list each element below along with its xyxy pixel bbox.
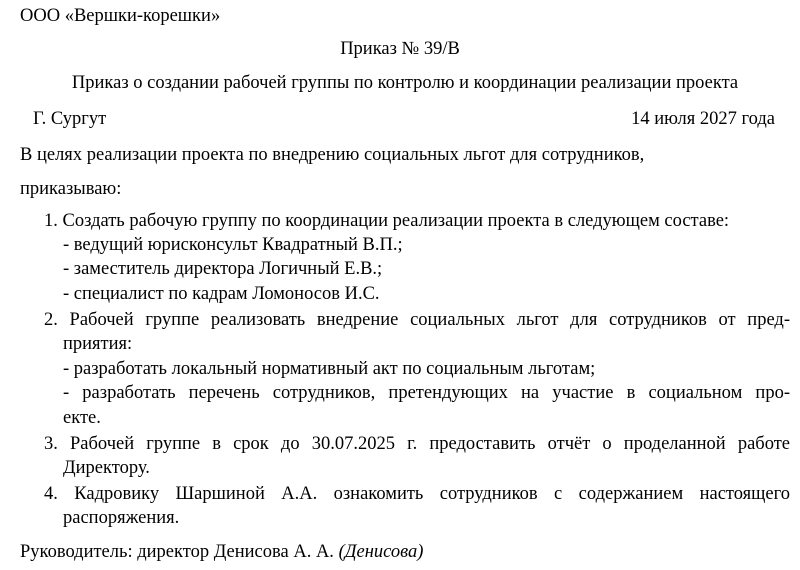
list-item-continuation: Директору. [63, 458, 150, 478]
order-title: Приказ о создании рабочей группы по контролю и координации реализации проекта [71, 73, 739, 93]
list-item-3: 3. Рабочей группе в срок до 30.07.2025 г. предоставить отчёт о проделанной работе [44, 434, 790, 454]
list-subitem: - разработать локальный нормативный акт по социальным льготам; [63, 359, 596, 379]
order-date: 14 июля 2027 года [631, 109, 775, 129]
list-subitem: - специалист по кадрам Ломоносов И.С. [63, 284, 380, 304]
signature-label: Руководитель: директор Денисова А. А. [20, 542, 334, 562]
list-item-2: 2. Рабочей группе реализовать внедрение социальных льгот для сотрудников от пред- [44, 310, 790, 330]
signature-name: (Денисова) [338, 542, 424, 562]
list-item-continuation: распоряжения. [63, 508, 180, 528]
list-subitem: - разработать перечень сотрудников, претендующих на участие в социальном про- [63, 383, 790, 403]
list-subitem: - ведущий юрисконсульт Квадратный В.П.; [63, 235, 403, 255]
order-word: приказываю: [20, 179, 122, 199]
list-subitem-continuation: екте. [63, 408, 101, 428]
organization-name: ООО «Вершки-корешки» [20, 6, 221, 26]
intro-text: В целях реализации проекта по внедрению социальных льгот для сотрудников, [20, 145, 645, 165]
list-item-continuation: приятия: [63, 334, 133, 354]
order-number: Приказ № 39/В [340, 39, 460, 59]
list-item-1: 1. Создать рабочую группу по координации реализации проекта в следующем составе: [44, 211, 730, 231]
list-item-4: 4. Кадровику Шаршиной А.А. ознакомить сотрудников с содержанием настоящего [44, 484, 790, 504]
signature-line [20, 541, 423, 563]
list-subitem: - заместитель директора Логичный Е.В.; [63, 259, 383, 279]
city: Г. Сургут [33, 109, 107, 129]
